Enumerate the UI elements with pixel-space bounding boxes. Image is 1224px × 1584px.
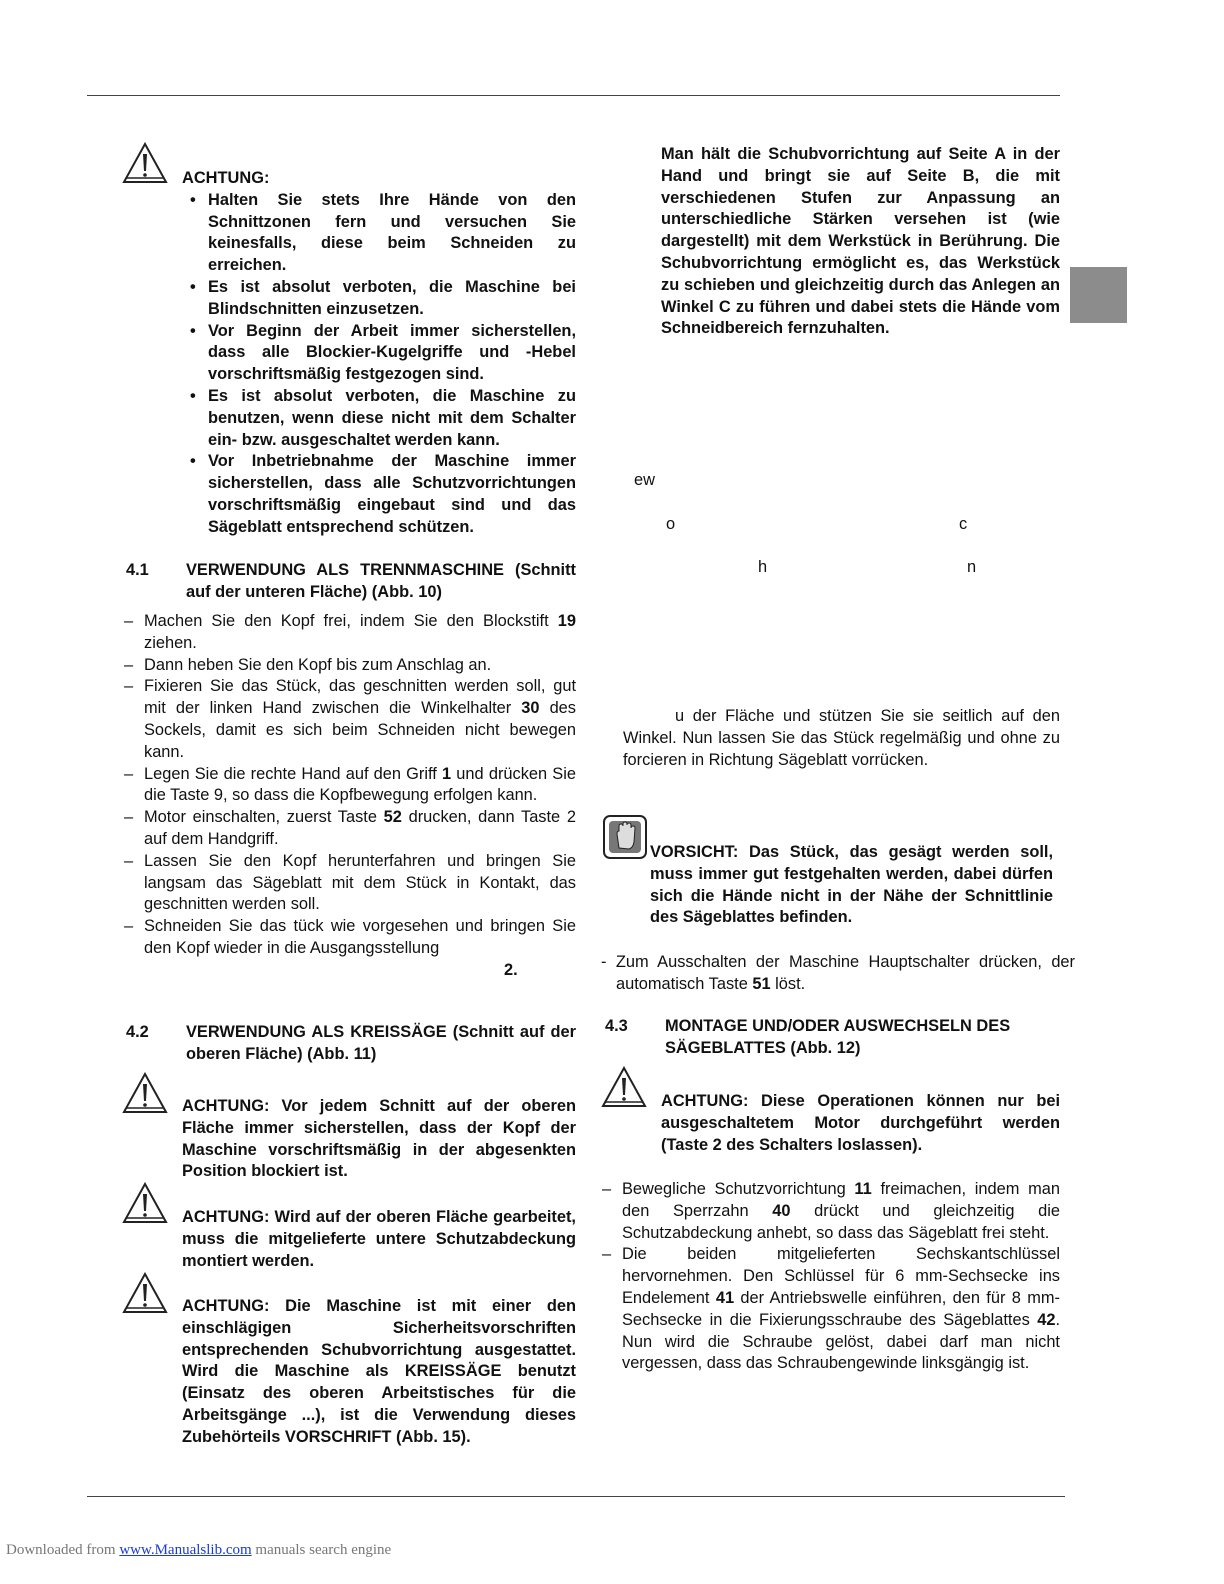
section-number: 4.2 — [126, 1023, 149, 1041]
warning-icon — [122, 1072, 168, 1114]
fragment-text: h — [758, 558, 768, 576]
list-item: – Dann heben Sie den Kopf bis zum Anschlag an. — [124, 655, 576, 677]
fragment-text: c — [959, 515, 968, 533]
fragment-text: ew — [634, 471, 655, 489]
warning-icon — [122, 142, 168, 184]
list-item: – Machen Sie den Kopf frei, indem Sie den Blockstift 19 ziehen. — [124, 611, 576, 655]
switch-off-text: - Zum Ausschalten der Maschine Hauptschalter drücken, der automatisch Taste 51 löst. — [601, 953, 1076, 993]
warning-icon — [122, 1272, 168, 1314]
warning-bullet: • Vor Beginn der Arbeit immer sicherstellen, dass alle Blockier-Kugelgriffe und -Hebel vorschriftsmäßig festgezogen sind. — [182, 321, 576, 386]
bottom-rule — [87, 1496, 1065, 1497]
trailing-text: 2. — [504, 960, 518, 979]
pusher-intro: Man hält die Schubvorrichtung auf Seite A in der Hand und bringt sie auf Seite B, die mit verschiedenen Stufen zur Anpassung an unterschiedliche Stärken versehen ist (wie dargestellt) mit dem Werkstück in Berührung. Die Schubvorrichtung ermöglicht es, das Werkstück zu schieben und gleichzeitig durch das Anlegen an Winkel C zu führen und dabei stets die Hände vom Schneidbereich fernzuhalten. — [661, 145, 1060, 338]
top-rule — [87, 95, 1060, 96]
feed-paragraph: u der Fläche und stützen Sie sie seitlich auf den Winkel. Nun lassen Sie das Stück regelmäßig und ohne zu forcieren in Richtung Sägeblatt vorrücken. — [623, 707, 1060, 769]
warning-bullet: • Vor Inbetriebnahme der Maschine immer sicherstellen, dass alle Schutzvorrichtungen vorschriftsmäßig eingebaut sind und das Sägeblatt entsprechend schützen. — [182, 451, 576, 538]
warning-block-1 — [182, 168, 576, 539]
caution-block: VORSICHT: Das Stück, das gesägt werden soll, muss immer gut festgehalten werden, dabei dürfen sich die Hände nicht in der Nähe der Schnittlinie des Sägeblattes befinden. — [650, 843, 1053, 927]
section-title: VERWENDUNG ALS KREISSÄGE (Schnitt auf der oberen Fläche) (Abb. 11) — [186, 1023, 576, 1063]
list-item: – Motor einschalten, zuerst Taste 52 drucken, dann Taste 2 auf dem Handgriff. — [124, 807, 576, 851]
list-item: – Legen Sie die rechte Hand auf den Griff 1 und drücken Sie die Taste 9, so dass die Kopfbewegung erfolgen kann. — [124, 764, 576, 808]
download-footer: Downloaded from www.Manualslib.com manuals search engine — [6, 1542, 392, 1558]
warning-bullet: • Halten Sie stets Ihre Hände von den Schnittzonen fern und versuchen Sie keinesfalls, diese beim Schneiden zu erreichen. — [182, 190, 576, 277]
warning-bullets — [182, 190, 576, 539]
warning-icon — [122, 1182, 168, 1224]
list-item: – Bewegliche Schutzvorrichtung 11 freimachen, indem man den Sperrzahn 40 drückt und gleichzeitig die Schutzabdeckung anhebt, so dass das Sägeblatt frei steht. — [602, 1179, 1060, 1244]
section-heading-4-3 — [605, 1016, 1060, 1060]
section-4-1-steps — [124, 611, 576, 982]
fragment-text: n — [967, 558, 977, 576]
section-number: 4.3 — [605, 1017, 628, 1035]
section-title: MONTAGE UND/ODER AUSWECHSELN DES SÄGEBLATTES (Abb. 12) — [665, 1017, 1011, 1057]
section-tab-marker — [1070, 267, 1127, 323]
warning-block-3: ACHTUNG: Wird auf der oberen Fläche gearbeitet, muss die mitgelieferte untere Schutzabdeckung montiert werden. — [182, 1208, 576, 1270]
section-number: 4.1 — [126, 561, 149, 579]
stop-hand-icon — [602, 814, 648, 860]
section-4-3-steps — [602, 1179, 1060, 1375]
section-title: VERWENDUNG ALS TRENNMASCHINE (Schnitt auf der unteren Fläche) (Abb. 10) — [186, 561, 576, 601]
warning-block-2: ACHTUNG: Vor jedem Schnitt auf der oberen Fläche immer sicherstellen, dass der Kopf der Maschine vorschriftsmäßig in der abgesenkten Position blockiert ist. — [182, 1097, 576, 1181]
list-item: – Schneiden Sie das tück wie vorgesehen und bringen Sie den Kopf wieder in die Ausgangsstellung — [124, 916, 576, 960]
warning-label: ACHTUNG: — [182, 169, 270, 187]
warning-bullet: • Es ist absolut verboten, die Maschine bei Blindschnitten einzusetzen. — [182, 277, 576, 321]
fragment-text: o — [666, 515, 676, 533]
list-item: – Die beiden mitgelieferten Sechskantschlüssel hervornehmen. Den Schlüssel für 6 mm-Sechsecke ins Endelement 41 der Antriebswelle einführen, den für 8 mm-Sechsecke in die Fixierungsschraube des Sägeblattes 42. Nun wird die Schraube gelöst, dabei darf man nicht vergessen, dass das Schraubengewinde linksgängig ist. — [602, 1244, 1060, 1375]
warning-block-5: ACHTUNG: Diese Operationen können nur bei ausgeschaltetem Motor durchgeführt werden (Taste 2 des Schalters loslassen). — [661, 1092, 1060, 1154]
section-heading-4-1 — [126, 560, 576, 604]
list-item: – Fixieren Sie das Stück, das geschnitten werden soll, gut mit der linken Hand zwischen die Winkelhalter 30 des Sockels, damit es sich beim Schneiden nicht bewegen kann. — [124, 676, 576, 763]
section-heading-4-2 — [126, 1022, 576, 1066]
manualslib-link[interactable]: www.Manualslib.com — [119, 1542, 252, 1558]
list-item: – Lassen Sie den Kopf herunterfahren und bringen Sie langsam das Sägeblatt mit dem Stück in Kontakt, das geschnitten werden soll. — [124, 851, 576, 916]
warning-block-4: ACHTUNG: Die Maschine ist mit einer den einschlägigen Sicherheitsvorschriften entsprechenden Schubvorrichtung ausgestattet. Wird die Maschine als KREISSÄGE benutzt (Einsatz des oberen Arbeitstisches für die Arbeitsgänge ...), ist die Verwendung dieses Zubehörteils VORSCHRIFT (Abb. 15). — [182, 1297, 576, 1446]
warning-icon — [601, 1066, 647, 1108]
warning-bullet: • Es ist absolut verboten, die Maschine zu benutzen, wenn diese nicht mit dem Schalter ein- bzw. ausgeschaltet werden kann. — [182, 386, 576, 451]
